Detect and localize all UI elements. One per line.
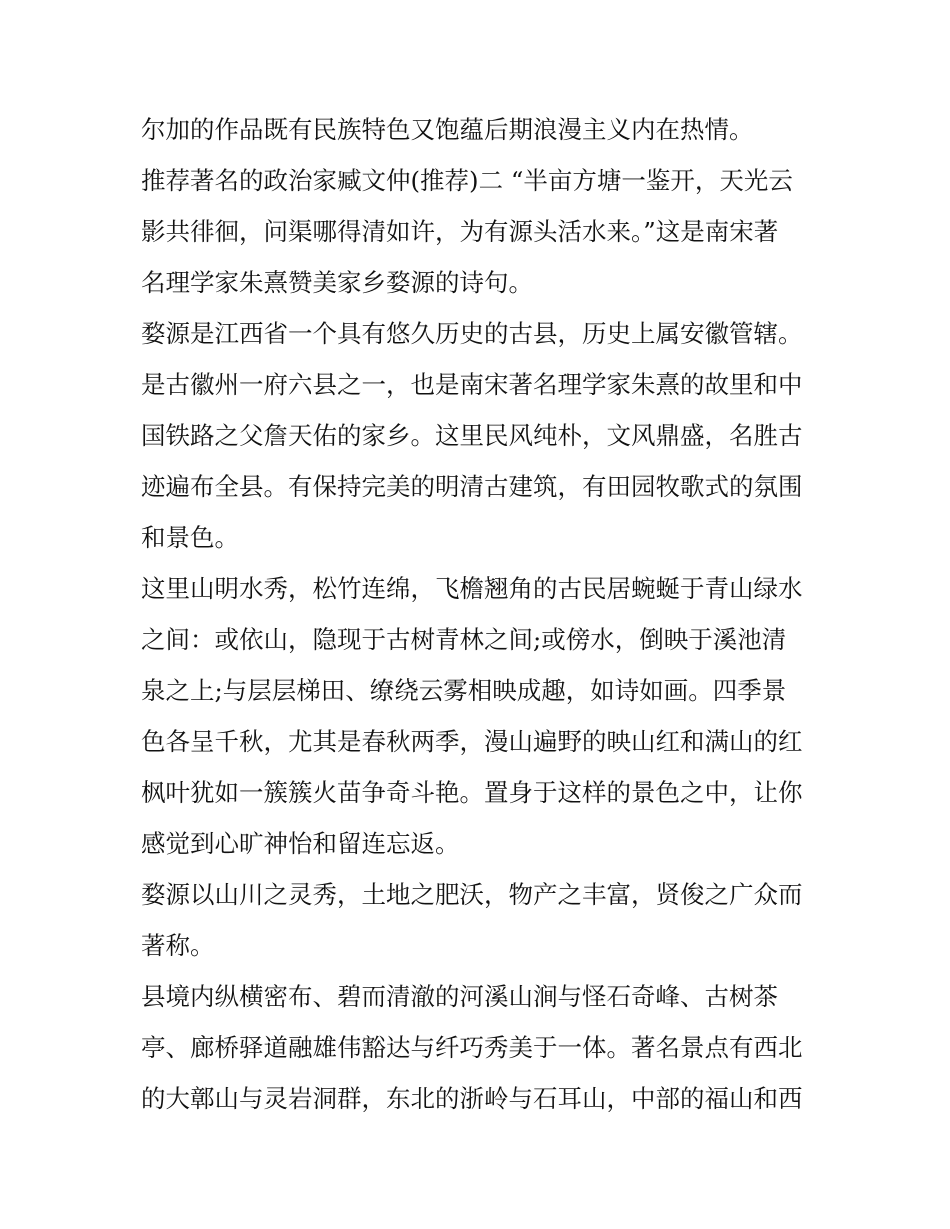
text-line: 婺源是江西省一个具有悠久历史的古县，历史上属安徽管辖。 bbox=[141, 319, 803, 348]
text-line: 和景色。 bbox=[141, 523, 239, 552]
text-line: 亭、廊桥驿道融雄伟豁达与纤巧秀美于一体。著名景点有西北 bbox=[141, 1033, 803, 1062]
text-line: 的大鄣山与灵岩洞群，东北的浙岭与石耳山，中部的福山和西 bbox=[141, 1084, 803, 1113]
text-line: 县境内纵横密布、碧而清澈的河溪山涧与怪石奇峰、古树茶 bbox=[141, 982, 778, 1011]
text-line: 尔加的作品既有民族特色又饱蕴后期浪漫主义内在热情。 bbox=[141, 115, 754, 144]
text-line: 感觉到心旷神怡和留连忘返。 bbox=[141, 829, 460, 858]
text-line: 国铁路之父詹天佑的家乡。这里民风纯朴，文风鼎盛，名胜古 bbox=[141, 421, 803, 450]
text-line: 之间：或依山，隐现于古树青林之间;或傍水，倒映于溪池清 bbox=[141, 625, 787, 654]
text-line: 是古徽州一府六县之一，也是南宋著名理学家朱熹的故里和中 bbox=[141, 370, 803, 399]
text-line: 色各呈千秋，尤其是春秋两季，漫山遍野的映山红和满山的红 bbox=[141, 727, 803, 756]
text-line: 枫叶犹如一簇簇火苗争奇斗艳。置身于这样的景色之中，让你 bbox=[141, 778, 803, 807]
text-line: 推荐著名的政治家臧文仲(推荐)二 “半亩方塘一鉴开，天光云 bbox=[141, 166, 793, 195]
text-line: 迹遍布全县。有保持完美的明清古建筑，有田园牧歌式的氛围 bbox=[141, 472, 803, 501]
text-line: 泉之上;与层层梯田、缭绕云雾相映成趣，如诗如画。四季景 bbox=[141, 676, 787, 705]
text-line: 婺源以山川之灵秀，土地之肥沃，物产之丰富，贤俊之广众而 bbox=[141, 880, 803, 909]
text-line: 著称。 bbox=[141, 931, 215, 960]
text-line: 这里山明水秀，松竹连绵，飞檐翘角的古民居蜿蜒于青山绿水 bbox=[141, 574, 803, 603]
body-text bbox=[141, 104, 821, 1124]
text-line: 名理学家朱熹赞美家乡婺源的诗句。 bbox=[141, 268, 533, 297]
text-line: 影共徘徊，问渠哪得清如许，为有源头活水来。”这是南宋著 bbox=[141, 217, 779, 246]
